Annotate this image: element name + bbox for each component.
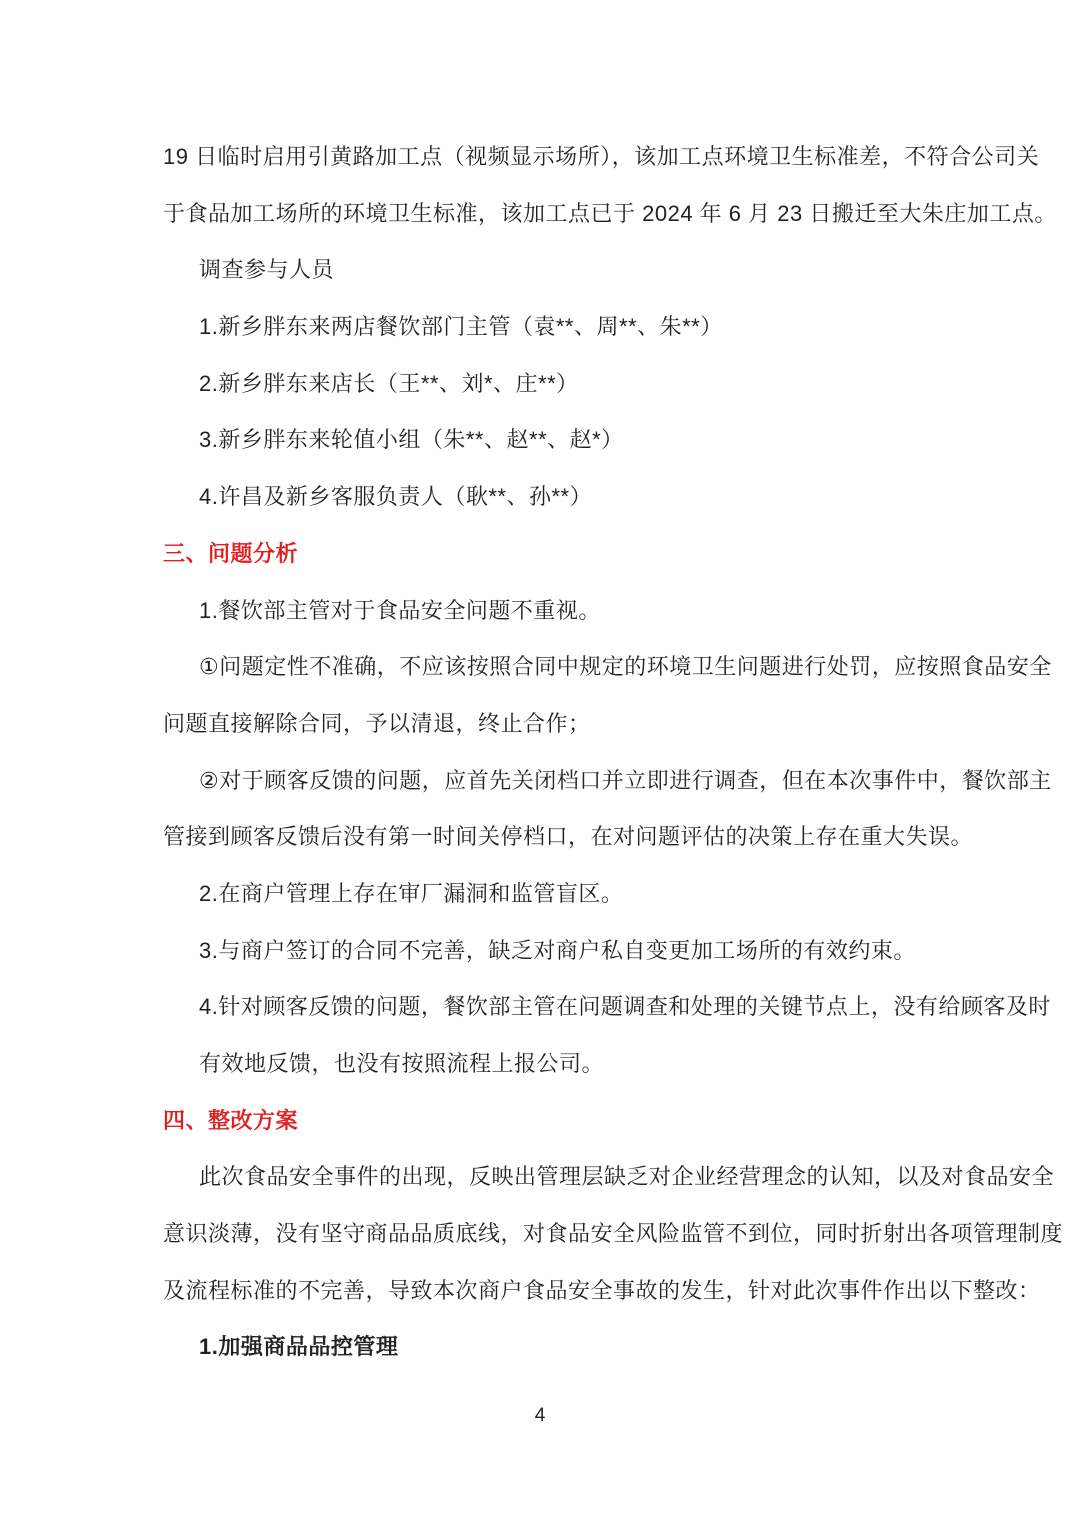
participant-item-1: 1.新乡胖东来两店餐饮部门主管（袁**、周**、朱**） [199, 314, 723, 340]
analysis-item-4-line1: 4.针对顾客反馈的问题，餐饮部主管在问题调查和处理的关键节点上，没有给顾客及时 [199, 994, 1051, 1020]
analysis-item-1: 1.餐饮部主管对于食品安全问题不重视。 [199, 597, 601, 623]
rectification-subheading-1: 1.加强商品品控管理 [199, 1334, 399, 1360]
page-number: 4 [534, 1405, 546, 1426]
participant-item-4: 4.许昌及新乡客服负责人（耿**、孙**） [199, 484, 593, 510]
analysis-item-1-sub2-line1: ②对于顾客反馈的问题，应首先关闭档口并立即进行调查，但在本次事件中，餐饮部主 [199, 767, 1052, 793]
analysis-item-1-sub1-line1: ①问题定性不准确，不应该按照合同中规定的环境卫生问题进行处罚，应按照食品安全 [199, 654, 1052, 680]
paragraph-line: 19 日临时启用引黄路加工点（视频显示场所），该加工点环境卫生标准差，不符合公司关 [163, 144, 1040, 169]
rectification-intro-line2: 意识淡薄，没有坚守商品品质底线，对食品安全风险监管不到位，同时折射出各项管理制度 [163, 1221, 1064, 1247]
participant-item-3: 3.新乡胖东来轮值小组（朱**、赵**、赵*） [199, 427, 624, 453]
document-body [163, 129, 1064, 1376]
analysis-item-4-line2: 有效地反馈，也没有按照流程上报公司。 [199, 1051, 605, 1076]
section-heading-rectification-plan: 四、整改方案 [163, 1107, 299, 1133]
rectification-intro-line3: 及流程标准的不完善，导致本次商户食品安全事故的发生，针对此次事件作出以下整改： [163, 1277, 1041, 1303]
participant-item-2: 2.新乡胖东来店长（王**、刘*、庄**） [199, 370, 579, 396]
paragraph-line: 于食品加工场所的环境卫生标准，该加工点已于 2024 年 6 月 23 日搬迁至大朱庄加工点。 [163, 200, 1057, 226]
analysis-item-1-sub1-line2: 问题直接解除合同，予以清退，终止合作； [163, 710, 591, 736]
section-heading-problem-analysis: 三、问题分析 [163, 540, 299, 566]
investigation-participants-label: 调查参与人员 [199, 257, 335, 283]
analysis-item-1-sub2-line2: 管接到顾客反馈后没有第一时间关停档口，在对问题评估的决策上存在重大失误。 [163, 824, 974, 850]
rectification-intro-line1: 此次食品安全事件的出现，反映出管理层缺乏对企业经营理念的认知，以及对食品安全 [199, 1164, 1055, 1190]
analysis-item-2: 2.在商户管理上存在审厂漏洞和监管盲区。 [199, 880, 624, 906]
analysis-item-3: 3.与商户签订的合同不完善，缺乏对商户私自变更加工场所的有效约束。 [199, 937, 916, 963]
